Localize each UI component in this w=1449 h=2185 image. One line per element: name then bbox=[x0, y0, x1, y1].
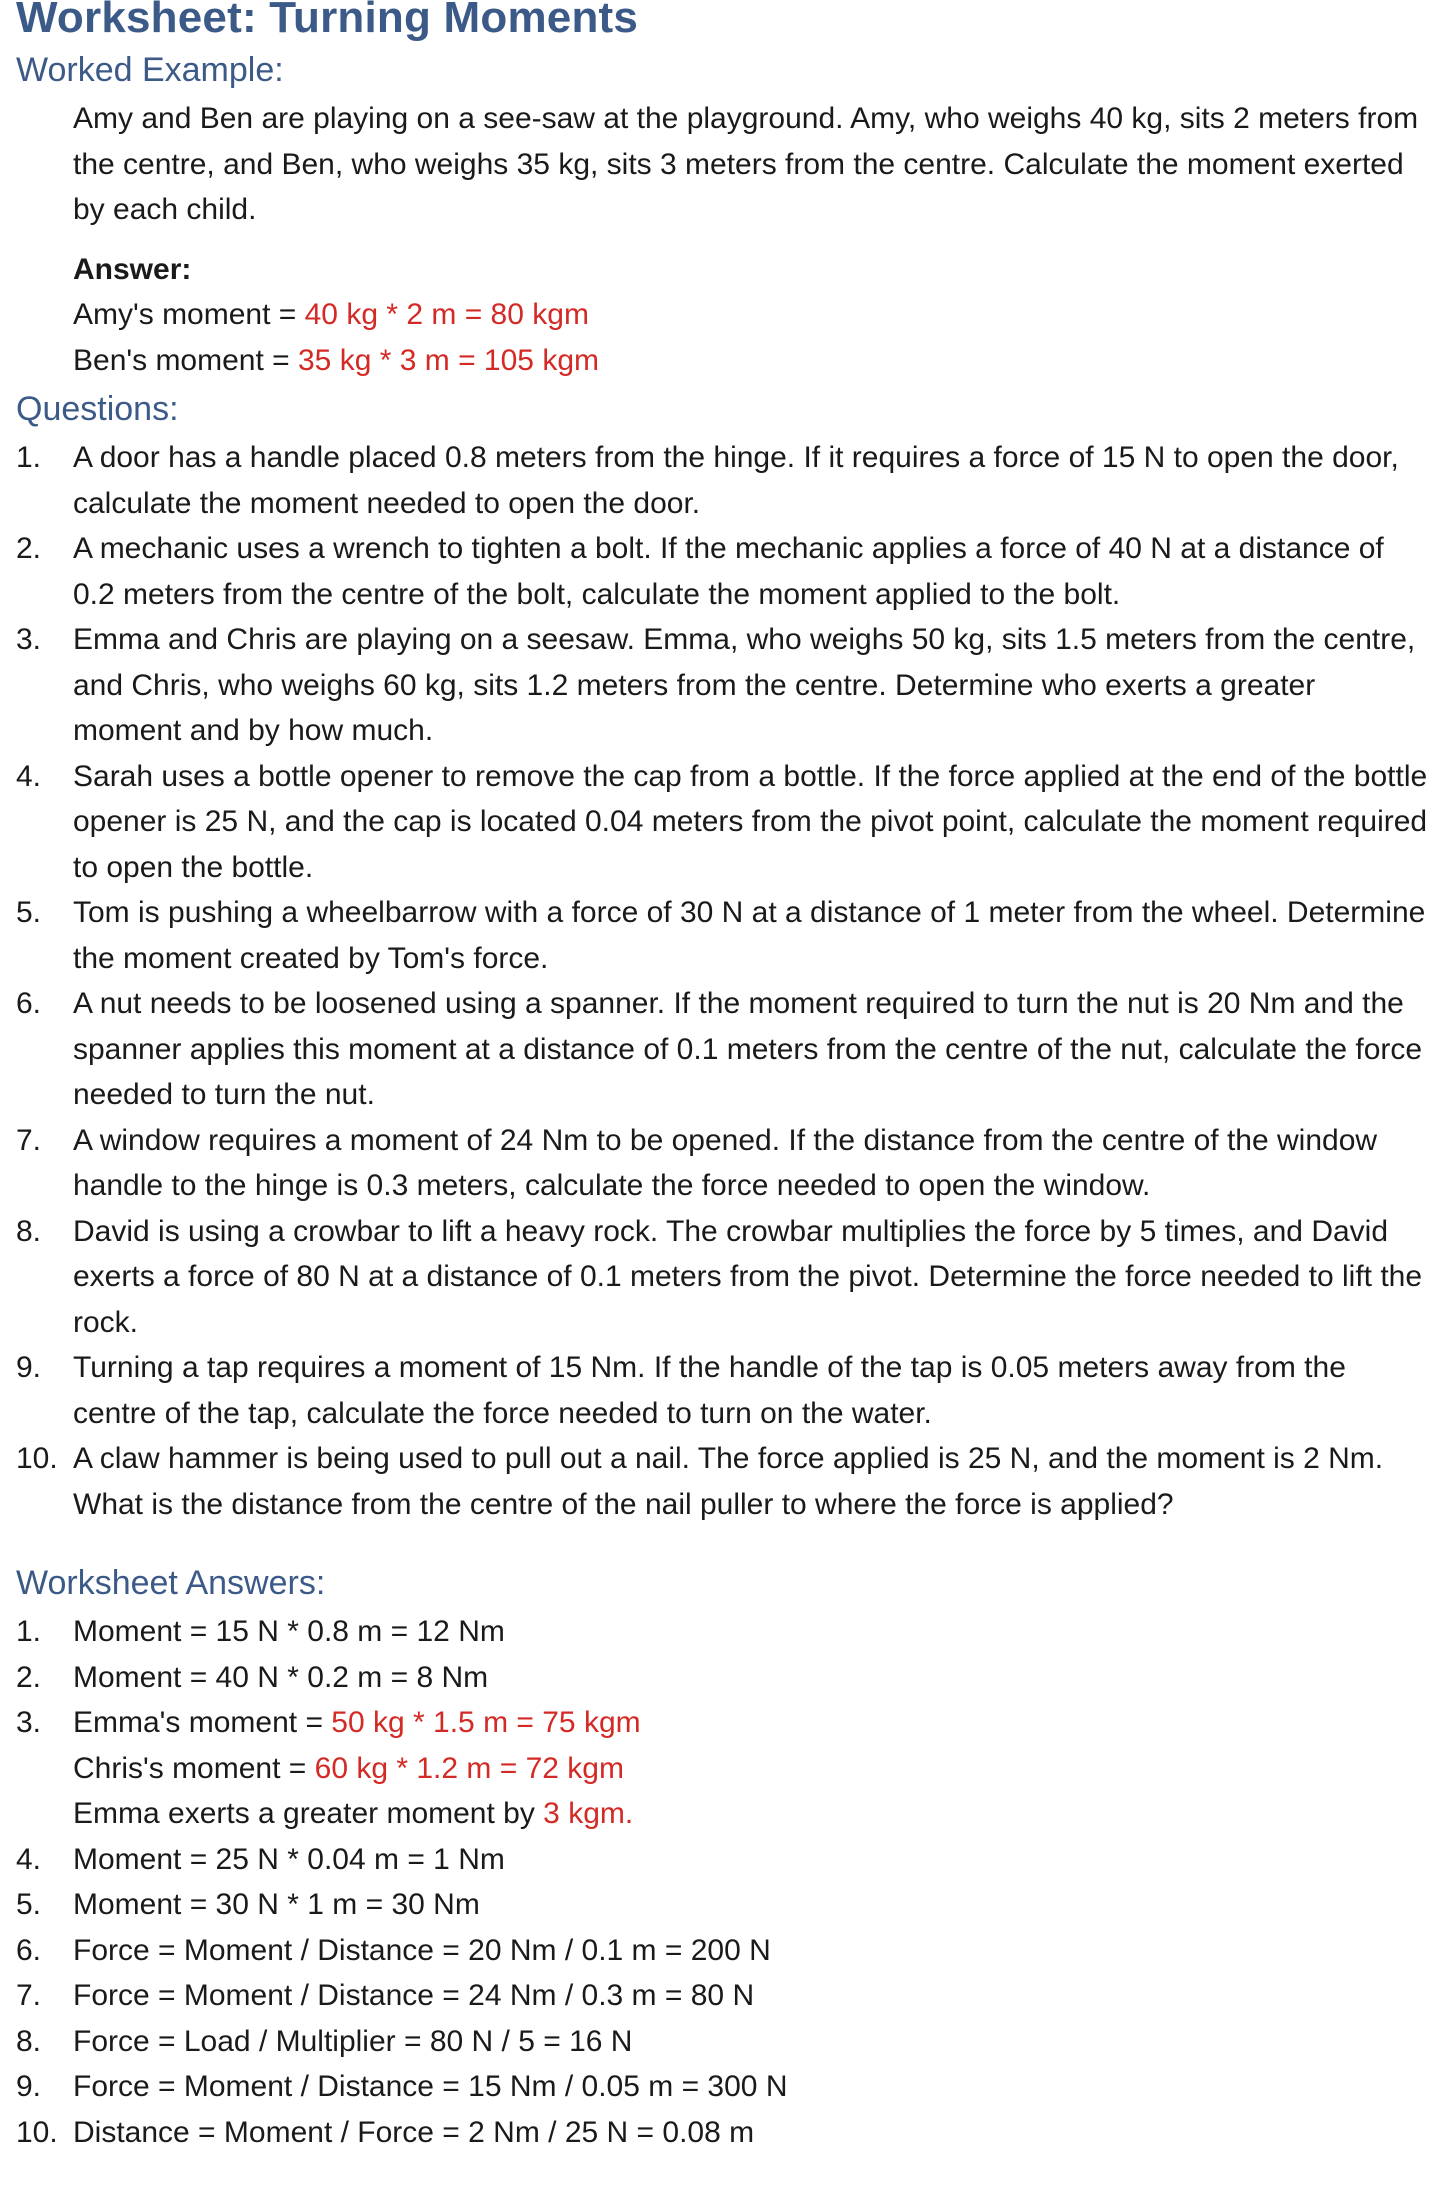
answer-text: Moment = 30 N * 1 m = 30 Nm bbox=[73, 1888, 480, 1921]
question-text: A claw hammer is being used to pull out a nail. The force applied is 25 N, and the moment is 2 Nm. What is the distance from the centre of the nail puller to where the force is applied? bbox=[73, 1442, 1384, 1521]
question-number: 2. bbox=[16, 532, 42, 565]
question-number: 5. bbox=[16, 896, 42, 929]
answer-line-amy bbox=[16, 292, 1431, 338]
answer-number: 2. bbox=[16, 1660, 42, 1694]
question-text: Emma and Chris are playing on a seesaw. Emma, who weighs 50 kg, sits 1.5 meters from the centre, and Chris, who weighs 60 kg, sits 1.2 meters from the centre. Determine who exerts a greater moment and by how much. bbox=[73, 623, 1416, 747]
answer-subline-calc: 3 kgm. bbox=[543, 1797, 634, 1830]
page-title: Worksheet: Turning Moments bbox=[16, 0, 639, 42]
answer-subline-calc: 50 kg * 1.5 m = 75 kgm bbox=[331, 1706, 641, 1739]
answer-item bbox=[16, 1928, 1431, 1974]
question-text: A door has a handle placed 0.8 meters from the hinge. If it requires a force of 15 N to open the door, calculate the moment needed to open the door. bbox=[73, 441, 1399, 520]
question-item bbox=[16, 617, 1431, 754]
questions-section bbox=[16, 383, 1431, 1527]
answer-item bbox=[16, 1700, 1431, 1837]
answer-item bbox=[16, 2110, 1431, 2156]
answer-number: 7. bbox=[16, 1979, 42, 2012]
question-text: David is using a crowbar to lift a heavy rock. The crowbar multiplies the force by 5 times, and David exerts a force of 80 N at a distance of 0.1 meters from the pivot. Determine the force needed to lift the rock. bbox=[73, 1214, 1423, 1339]
question-number: 7. bbox=[16, 1123, 42, 1157]
question-text: Sarah uses a bottle opener to remove the cap from a bottle. If the force applied at the end of the bottle opener is 25 N, and the cap is located 0.04 meters from the pivot point, calculate the moment required to open the bottle. bbox=[73, 759, 1428, 884]
question-text: A nut needs to be loosened using a spanner. If the moment required to turn the nut is 20 Nm and the spanner applies this moment at a distance of 0.1 meters from the centre of the nut, calculate the force needed to turn the nut. bbox=[73, 987, 1423, 1111]
answer-subline bbox=[73, 1791, 1431, 1837]
answer-text: Moment = 25 N * 0.04 m = 1 Nm bbox=[73, 1842, 505, 1876]
answers-list bbox=[16, 1609, 1431, 2155]
question-number: 9. bbox=[16, 1351, 42, 1384]
answer-number: 8. bbox=[16, 2024, 42, 2058]
question-item bbox=[16, 890, 1431, 981]
question-text: Tom is pushing a wheelbarrow with a force of 30 N at a distance of 1 meter from the wheel. Determine the moment created by Tom's force. bbox=[73, 896, 1426, 975]
answer-item bbox=[16, 1655, 1431, 1701]
answer-subline-calc: 60 kg * 1.2 m = 72 kgm bbox=[314, 1751, 624, 1785]
worked-example-text: Amy and Ben are playing on a see-saw at the playground. Amy, who weighs 40 kg, sits 2 meters from the centre, and Ben, who weighs 35 kg, sits 3 meters from the centre. Calculate the moment exerted by each child. bbox=[73, 102, 1419, 226]
questions-heading: Questions: bbox=[16, 390, 179, 428]
answers-heading: Worksheet Answers: bbox=[16, 1564, 326, 1602]
answer-item bbox=[16, 1882, 1431, 1928]
question-number: 3. bbox=[16, 623, 42, 656]
question-number: 1. bbox=[16, 441, 42, 474]
answer-line-label: Amy's moment = bbox=[73, 298, 305, 331]
question-item bbox=[16, 1345, 1431, 1436]
answer-text: Moment = 40 N * 0.2 m = 8 Nm bbox=[73, 1660, 489, 1694]
answer-number: 9. bbox=[16, 2070, 42, 2103]
worked-example-heading: Worked Example: bbox=[16, 51, 284, 89]
answer-item bbox=[16, 2019, 1431, 2065]
question-number: 6. bbox=[16, 987, 42, 1020]
question-text: A window requires a moment of 24 Nm to be opened. If the distance from the centre of the window handle to the hinge is 0.3 meters, calculate the force needed to open the window. bbox=[73, 1123, 1378, 1202]
answers-section bbox=[16, 1557, 1431, 2155]
answer-line-calc: 40 kg * 2 m = 80 kgm bbox=[304, 298, 589, 331]
question-text: Turning a tap requires a moment of 15 Nm. If the handle of the tap is 0.05 meters away from the centre of the tap, calculate the force needed to turn on the water. bbox=[73, 1351, 1346, 1430]
answer-line-label: Ben's moment = bbox=[73, 343, 298, 377]
question-item bbox=[16, 1436, 1431, 1527]
answer-number: 4. bbox=[16, 1842, 42, 1876]
question-item bbox=[16, 754, 1431, 891]
answer-line-calc: 35 kg * 3 m = 105 kgm bbox=[298, 343, 599, 377]
answer-text: Force = Moment / Distance = 20 Nm / 0.1 m = 200 N bbox=[73, 1933, 771, 1967]
answer-number: 3. bbox=[16, 1706, 42, 1739]
question-item bbox=[16, 435, 1431, 526]
answer-subline-label: Emma exerts a greater moment by bbox=[73, 1797, 544, 1830]
question-number: 10. bbox=[16, 1442, 58, 1475]
answer-subline bbox=[73, 1746, 1431, 1792]
answer-number: 5. bbox=[16, 1888, 42, 1921]
questions-list bbox=[16, 435, 1431, 1527]
answer-subline-label: Emma's moment = bbox=[73, 1706, 332, 1739]
answer-line-ben bbox=[16, 338, 1431, 384]
answer-text: Force = Load / Multiplier = 80 N / 5 = 16 N bbox=[73, 2024, 633, 2058]
answer-text: Distance = Moment / Force = 2 Nm / 25 N = 0.08 m bbox=[73, 2115, 755, 2149]
answer-text: Force = Moment / Distance = 15 Nm / 0.05 m = 300 N bbox=[73, 2070, 788, 2103]
answer-item bbox=[16, 1837, 1431, 1883]
answer-number: 6. bbox=[16, 1933, 42, 1967]
question-item bbox=[16, 1209, 1431, 1346]
answer-label: Answer: bbox=[73, 252, 192, 286]
worked-example-section bbox=[16, 44, 1431, 383]
answer-subline-label: Chris's moment = bbox=[73, 1751, 315, 1785]
question-item bbox=[16, 981, 1431, 1118]
answer-number: 10. bbox=[16, 2115, 58, 2149]
question-item bbox=[16, 526, 1431, 617]
answer-text: Force = Moment / Distance = 24 Nm / 0.3 m = 80 N bbox=[73, 1979, 755, 2012]
answer-item bbox=[16, 1973, 1431, 2019]
answer-item bbox=[16, 1609, 1431, 1655]
answer-subline bbox=[73, 1700, 1431, 1746]
question-text: A mechanic uses a wrench to tighten a bolt. If the mechanic applies a force of 40 N at a distance of 0.2 meters from the centre of the bolt, calculate the moment applied to the bolt. bbox=[73, 532, 1384, 611]
answer-number: 1. bbox=[16, 1615, 42, 1648]
question-number: 8. bbox=[16, 1214, 42, 1248]
answer-item bbox=[16, 2064, 1431, 2110]
question-number: 4. bbox=[16, 759, 42, 793]
answer-text: Moment = 15 N * 0.8 m = 12 Nm bbox=[73, 1615, 505, 1648]
question-item bbox=[16, 1118, 1431, 1209]
